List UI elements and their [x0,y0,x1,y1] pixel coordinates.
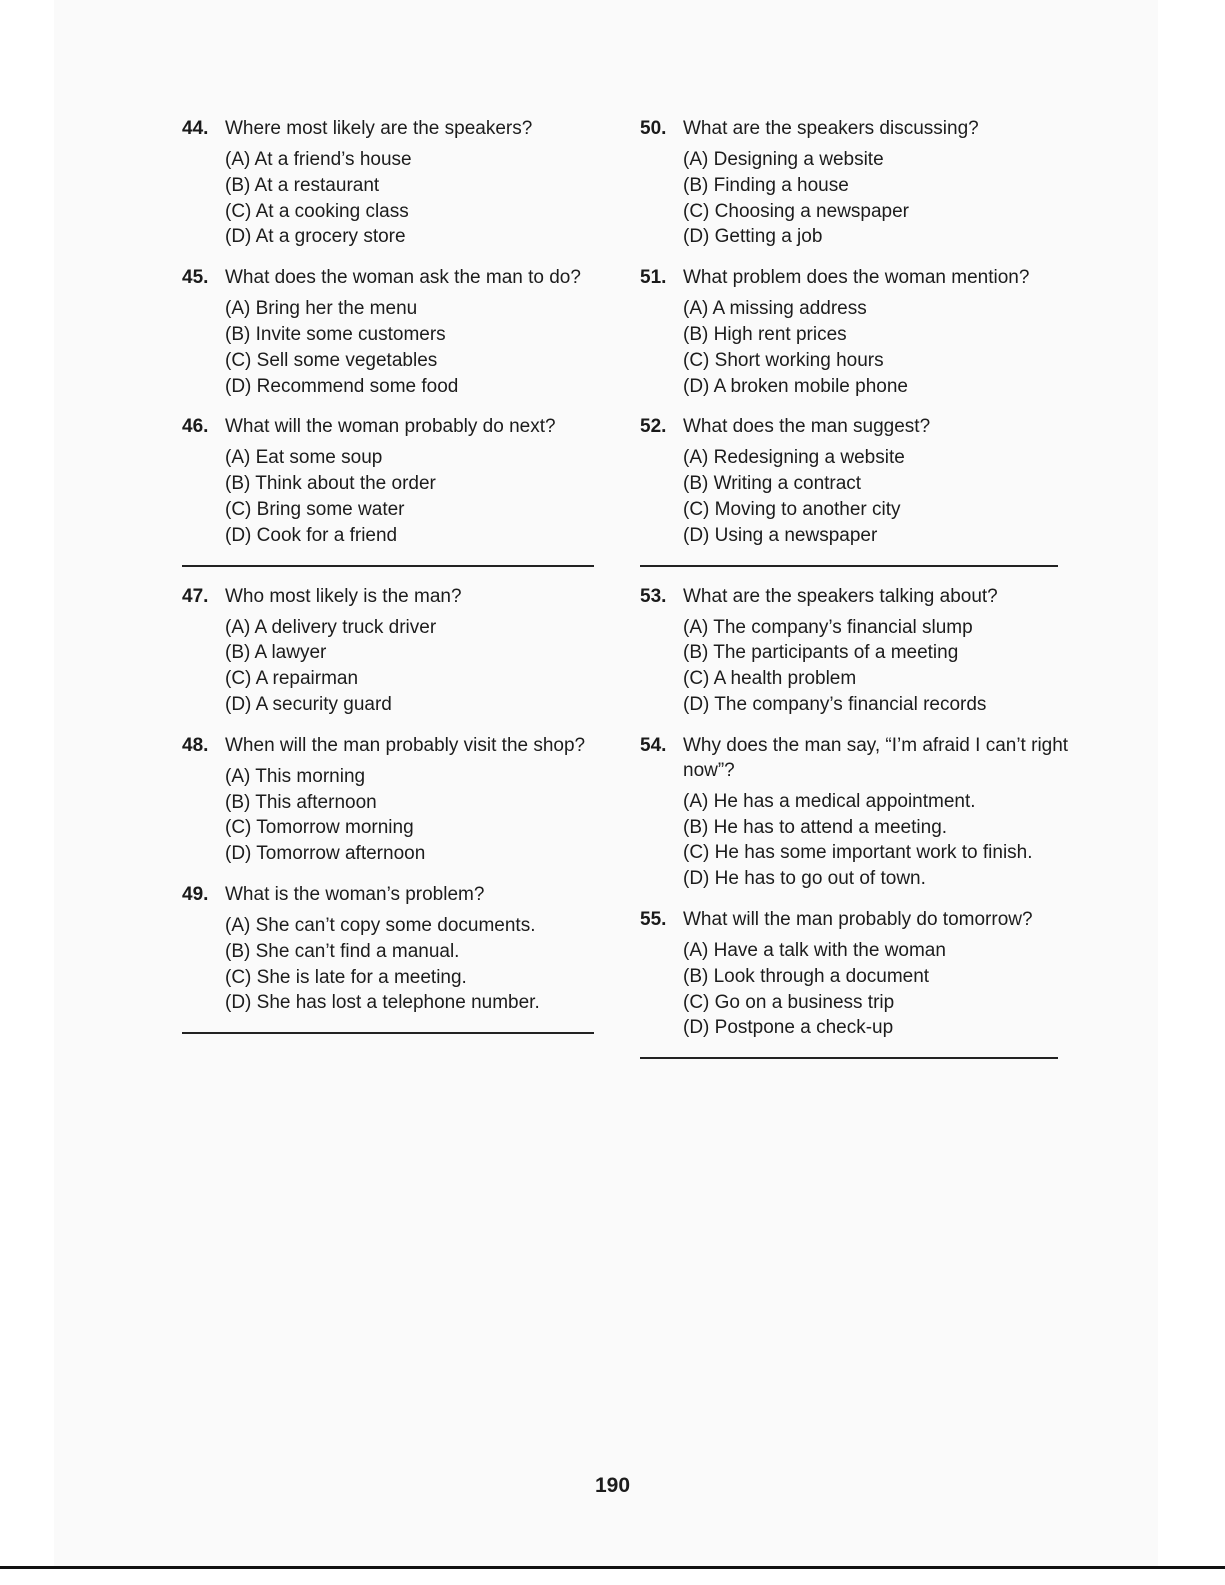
question-52 [640,414,1070,548]
option-c: (C) He has some important work to finish. [683,842,1033,864]
option-c: (C) A repairman [225,668,359,690]
option-b: (B) Writing a contract [683,473,862,495]
option-a: (A) The company’s financial slump [683,616,973,638]
option-list [225,147,612,250]
option-list [225,296,612,399]
option-b: (B) At a restaurant [225,174,380,196]
option-b: (B) Think about the order [225,473,436,495]
question-number: 55. [640,908,667,930]
question-44 [182,116,612,250]
option-a: (A) He has a medical appointment. [683,790,976,812]
question-47 [182,584,612,718]
option-b: (B) She can’t find a manual. [225,940,460,962]
option-b: (B) The participants of a meeting [683,642,959,664]
option-list [225,764,612,867]
option-a: (A) Redesigning a website [683,447,905,469]
question-50 [640,116,1070,250]
option-d: (D) Using a newspaper [683,524,878,546]
section-divider [640,1057,1058,1059]
option-list [683,938,1070,1041]
option-a: (A) Have a talk with the woman [683,939,946,961]
option-d: (D) A security guard [225,693,392,715]
option-b: (B) High rent prices [683,323,847,345]
question-number: 54. [640,734,667,756]
option-d: (D) Postpone a check-up [683,1017,894,1039]
option-a: (A) A missing address [683,298,867,320]
option-a: (A) This morning [225,765,366,787]
option-b: (B) A lawyer [225,642,327,664]
option-d: (D) At a grocery store [225,226,406,248]
question-text: When will the man probably visit the shop? [225,734,586,756]
question-text: What are the speakers discussing? [683,118,979,139]
option-c: (C) Sell some vegetables [225,349,438,371]
question-text: What will the man probably do tomorrow? [683,908,1033,930]
option-list [683,615,1070,718]
option-c: (C) At a cooking class [225,200,409,222]
option-d: (D) The company’s financial records [683,693,987,715]
left-column [182,116,612,1051]
section-divider [182,565,594,567]
option-c: (C) She is late for a meeting. [225,966,467,988]
question-text: Why does the man say, “I’m afraid I can’t right now”? [683,734,1069,781]
option-list [683,789,1070,892]
right-column [640,116,1070,1076]
option-list [225,445,612,548]
section-divider [182,1032,594,1034]
option-d: (D) A broken mobile phone [683,375,908,397]
bottom-border [0,1566,1225,1569]
question-54 [640,733,1070,892]
option-a: (A) Designing a website [683,149,884,170]
question-53 [640,584,1070,718]
option-d: (D) She has lost a telephone number. [225,992,540,1014]
option-c: (C) Short working hours [683,349,884,371]
option-a: (A) At a friend’s house [225,149,412,170]
question-text: What does the man suggest? [683,416,931,438]
option-b: (B) This afternoon [225,791,377,813]
option-d: (D) He has to go out of town. [683,868,926,890]
option-a: (A) Bring her the menu [225,298,418,320]
question-number: 49. [182,883,209,905]
question-text: Where most likely are the speakers? [225,118,533,139]
section-divider [640,565,1058,567]
option-d: (D) Tomorrow afternoon [225,843,426,865]
option-b: (B) Finding a house [683,174,849,196]
option-a: (A) A delivery truck driver [225,616,437,638]
question-number: 48. [182,734,209,756]
question-number: 52. [640,416,667,438]
option-c: (C) Moving to another city [683,498,901,520]
question-number: 51. [640,267,667,289]
question-49 [182,882,612,1016]
option-d: (D) Cook for a friend [225,524,398,546]
option-b: (B) Invite some customers [225,323,446,345]
question-text: What will the woman probably do next? [225,416,556,438]
question-text: What is the woman’s problem? [225,883,485,905]
option-list [683,445,1070,548]
option-c: (C) Tomorrow morning [225,817,414,839]
question-55 [640,907,1070,1041]
option-c: (C) A health problem [683,668,857,690]
question-number: 53. [640,585,667,607]
question-number: 46. [182,416,209,438]
option-b: (B) He has to attend a meeting. [683,816,948,838]
question-51 [640,265,1070,399]
page-number: 190 [594,1474,631,1497]
option-c: (C) Choosing a newspaper [683,200,910,222]
question-text: What problem does the woman mention? [683,267,1030,289]
question-number: 44. [182,118,209,139]
question-text: Who most likely is the man? [225,585,462,607]
option-a: (A) Eat some soup [225,447,383,469]
question-number: 45. [182,267,209,289]
option-list [683,147,1070,250]
option-d: (D) Recommend some food [225,375,459,397]
question-45 [182,265,612,399]
question-46 [182,414,612,548]
option-list [683,296,1070,399]
question-48 [182,733,612,867]
option-c: (C) Bring some water [225,498,405,520]
question-text: What does the woman ask the man to do? [225,267,581,289]
option-a: (A) She can’t copy some documents. [225,914,536,936]
question-number: 47. [182,585,209,607]
option-list [225,913,612,1016]
question-number: 50. [640,118,667,139]
question-text: What are the speakers talking about? [683,585,998,607]
option-b: (B) Look through a document [683,965,930,987]
option-d: (D) Getting a job [683,226,823,248]
option-list [225,615,612,718]
option-c: (C) Go on a business trip [683,991,895,1013]
